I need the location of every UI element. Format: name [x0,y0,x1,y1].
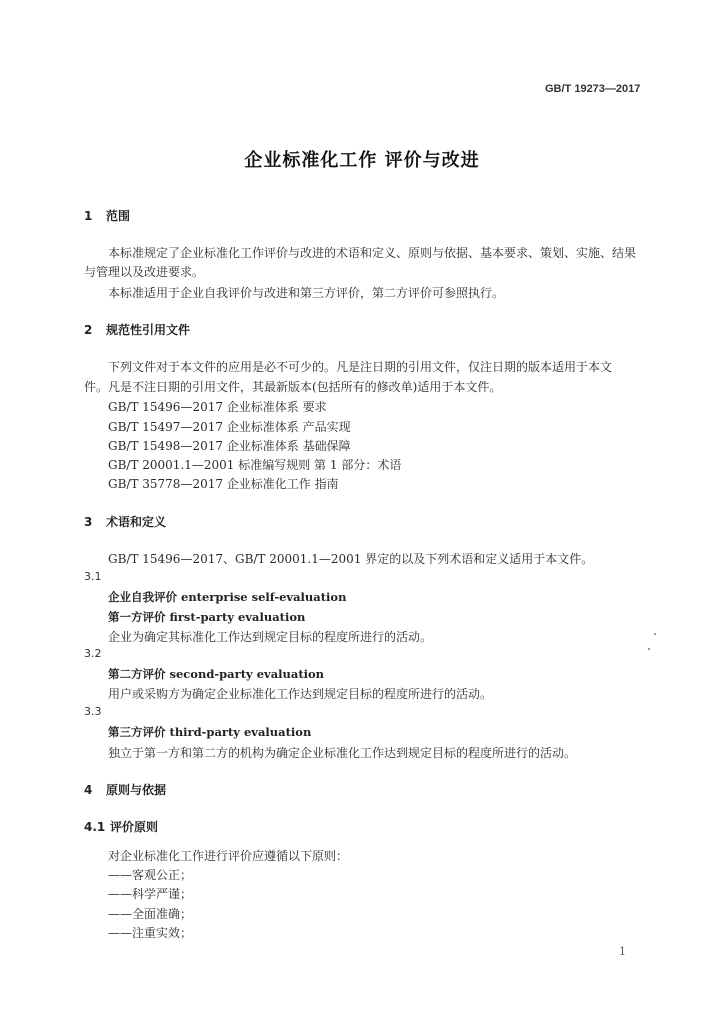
section-title: 规范性引用文件 [106,323,191,337]
reference-item: GB/T 15496—2017 企业标准体系 要求 [108,400,327,414]
reference-item: GB/T 20001.1—2001 标准编写规则 第 1 部分：术语 [108,458,402,472]
section-number: 3 [84,515,93,529]
section-title: 范围 [106,209,131,223]
scope-paragraph-2: 本标准适用于企业自我评价与改进和第三方评价，第二方评价可参照执行。 [108,286,505,300]
subsection-title: 评价原则 [110,820,159,834]
term-definition: 企业为确定其标准化工作达到规定目标的程度所进行的活动。 [108,630,433,644]
reference-item: GB/T 35778—2017 企业标准化工作 指南 [108,477,339,491]
principle-item: ——全面准确； [108,907,193,921]
section-3-heading [84,513,166,530]
principle-item: ——客观公正； [108,868,193,882]
principles-intro: 对企业标准化工作进行评价应遵循以下原则： [108,849,349,863]
term-definition: 独立于第一方和第二方的机构为确定企业标准化工作达到规定目标的程度所进行的活动。 [108,746,577,760]
term-name: 企业自我评价 enterprise self-evaluation [108,590,347,604]
standard-number: GB/T 19273—2017 [545,83,641,95]
section-number: 4 [84,783,93,797]
term-name: 第二方评价 second-party evaluation [108,667,325,681]
section-title: 原则与依据 [106,783,167,797]
section-number: 2 [84,323,93,337]
section-title: 术语和定义 [106,515,167,529]
subsection-number: 4.1 [84,820,106,834]
term-number: 3.1 [84,570,102,583]
section-2-heading [84,321,190,338]
reference-item: GB/T 15497—2017 企业标准体系 产品实现 [108,420,351,434]
scan-speck [654,633,656,635]
principle-item: ——注重实效； [108,926,193,940]
principle-item: ——科学严谨； [108,887,193,901]
term-number: 3.2 [84,647,102,660]
section-4-heading [84,781,166,798]
page-number: 1 [619,945,626,958]
term-definition: 用户或采购方为确定企业标准化工作达到规定目标的程度所进行的活动。 [108,687,493,701]
scope-paragraph-1-line-2: 与管理以及改进要求。 [84,265,205,279]
subsection-4-1-heading [84,818,158,835]
references-paragraph-line-1: 下列文件对于本文件的应用是必不可少的。凡是注日期的引用文件，仅注日期的版本适用于本文 [108,360,613,374]
section-1-heading [84,207,130,224]
section-number: 1 [84,209,93,223]
terms-intro: GB/T 15496—2017、GB/T 20001.1—2001 界定的以及下列术语和定义适用于本文件。 [108,552,594,566]
scan-speck [648,648,650,650]
term-number: 3.3 [84,705,102,718]
reference-item: GB/T 15498—2017 企业标准体系 基础保障 [108,439,351,453]
term-name-alt: 第一方评价 first-party evaluation [108,610,306,624]
term-name: 第三方评价 third-party evaluation [108,725,312,739]
references-paragraph-line-2: 件。凡是不注日期的引用文件，其最新版本(包括所有的修改单)适用于本文件。 [84,380,502,394]
document-title: 企业标准化工作 评价与改进 [244,150,480,171]
scope-paragraph-1-line-1: 本标准规定了企业标准化工作评价与改进的术语和定义、原则与依据、基本要求、策划、实施、结果 [108,246,637,260]
